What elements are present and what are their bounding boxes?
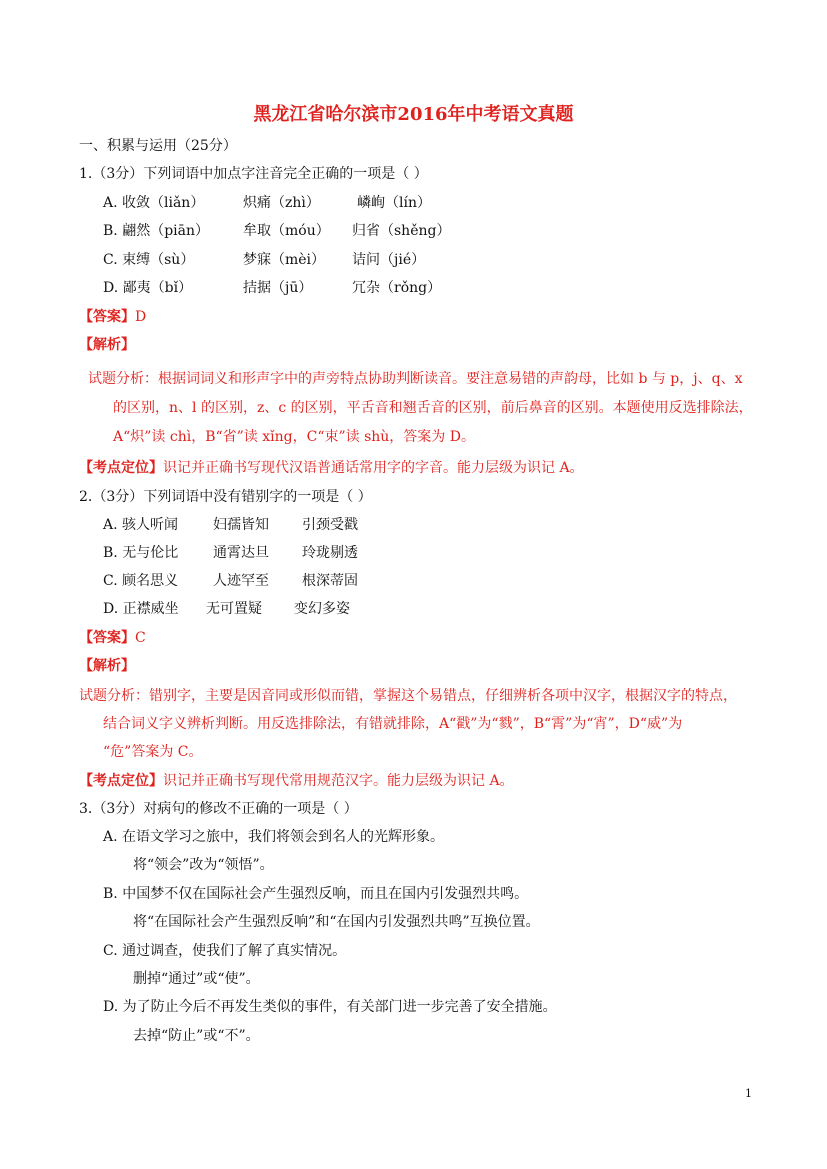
q1-option-b-2: 牟取（móu） bbox=[243, 223, 330, 239]
q3-option-c: C. 通过调查，使我们了解了真实情况。 bbox=[103, 943, 347, 959]
q3-stem: 3.（3分）对病句的修改不正确的一项是（ ） bbox=[79, 801, 358, 817]
q2-option-c-2: 人迹罕至 bbox=[213, 573, 269, 589]
q2-answer-value: C bbox=[135, 630, 146, 646]
q1-option-c-2: 梦寐（mèi） bbox=[243, 252, 326, 268]
q2-analysis-line-1: 试题分析：错别字，主要是因音同或形似而错，掌握这个易错点，仔细辨析各项中汉字，根据汉字的特点， bbox=[79, 688, 737, 704]
q2-kaodian bbox=[79, 771, 514, 791]
q2-answer bbox=[79, 628, 146, 648]
q1-analysis-line-1: 试题分析：根据词词义和形声字中的声旁特点协助判断读音。要注意易错的声韵母，比如 b 与 p，j、q、x bbox=[88, 371, 743, 387]
q1-analysis-line-2: 的区别，n、l 的区别，z、c 的区别，平舌音和翘舌音的区别，前后鼻音的区别。本题使用反选排除法， bbox=[113, 400, 753, 416]
q3-option-a-fix: 将“领会”改为“领悟”。 bbox=[133, 857, 274, 873]
q1-answer-value: D bbox=[135, 309, 147, 325]
q2-answer-tag: 【答案】 bbox=[79, 630, 135, 646]
q2-jiexi-tag: 【解析】 bbox=[79, 658, 135, 674]
q3-option-b: B. 中国梦不仅在国际社会产生强烈反响，而且在国内引发强烈共鸣。 bbox=[103, 886, 529, 902]
q1-kaodian bbox=[79, 458, 584, 478]
q2-option-d-3: 变幻多姿 bbox=[294, 601, 350, 617]
q2-kaodian-text: 识记并正确书写现代常用规范汉字。能力层级为识记 A。 bbox=[163, 773, 514, 789]
doc-title: 黑龙江省哈尔滨市2016年中考语文真题 bbox=[253, 104, 574, 125]
q3-option-c-fix: 删掉“通过”或“使”。 bbox=[133, 971, 260, 987]
q1-stem: 1.（3分）下列词语中加点字注音完全正确的一项是（ ） bbox=[79, 166, 428, 182]
q1-analysis-line-3: A“炽”读 chì，B“省”读 xǐng，C“束”读 shù，答案为 D。 bbox=[113, 429, 475, 445]
q2-option-d-1: D. 正襟威坐 bbox=[103, 601, 179, 617]
page-number: 1 bbox=[745, 1087, 752, 1100]
q1-option-b-1: B. 翩然（piān） bbox=[103, 223, 209, 239]
q3-option-d-fix: 去掉“防止”或“不”。 bbox=[133, 1028, 260, 1044]
q1-kaodian-tag: 【考点定位】 bbox=[79, 460, 163, 476]
q1-jiexi-tag: 【解析】 bbox=[79, 337, 135, 353]
q1-kaodian-text: 识记并正确书写现代汉语普通话常用字的字音。能力层级为识记 A。 bbox=[163, 460, 584, 476]
q2-option-a-1: A. 骇人听闻 bbox=[103, 517, 179, 533]
q2-stem: 2.（3分）下列词语中没有错别字的一项是（ ） bbox=[79, 489, 372, 505]
q3-option-d: D. 为了防止今后不再发生类似的事件，有关部门进一步完善了安全措施。 bbox=[103, 999, 557, 1015]
q1-option-d-2: 拮据（jū） bbox=[243, 280, 313, 296]
q1-option-b-3: 归省（shěng） bbox=[352, 223, 451, 239]
q1-option-d-3: 冗杂（rǒng） bbox=[352, 280, 442, 296]
q1-option-a-3: 嶙峋（lín） bbox=[357, 195, 431, 211]
q1-option-c-3: 诘问（jié） bbox=[352, 252, 426, 268]
q1-option-a-1: A. 收敛（liǎn） bbox=[103, 195, 205, 211]
q1-answer-tag: 【答案】 bbox=[79, 309, 135, 325]
q2-option-c-1: C. 顾名思义 bbox=[103, 573, 179, 589]
q2-option-d-2: 无可置疑 bbox=[206, 601, 262, 617]
q2-option-a-2: 妇孺皆知 bbox=[213, 517, 269, 533]
q1-option-d-1: D. 鄙夷（bǐ） bbox=[103, 280, 193, 296]
q2-option-a-3: 引颈受戳 bbox=[302, 517, 358, 533]
q1-option-c-1: C. 束缚（sù） bbox=[103, 252, 195, 268]
q2-kaodian-tag: 【考点定位】 bbox=[79, 773, 163, 789]
section-heading: 一、积累与运用（25分） bbox=[79, 138, 237, 154]
q2-analysis-line-2: 结合词义字义辨析判断。用反选排除法，有错就排除，A“戳”为“戮”，B“霄”为“宵”，D“威”为 bbox=[103, 716, 683, 732]
q3-option-b-fix: 将“在国际社会产生强烈反响”和“在国内引发强烈共鸣”互换位置。 bbox=[133, 914, 540, 930]
q1-answer bbox=[79, 307, 146, 327]
q2-option-c-3: 根深蒂固 bbox=[302, 573, 358, 589]
q1-option-a-2: 炽痛（zhì） bbox=[243, 195, 320, 211]
q2-option-b-1: B. 无与伦比 bbox=[103, 545, 179, 561]
q2-option-b-2: 通霄达旦 bbox=[213, 545, 269, 561]
q3-option-a: A. 在语文学习之旅中，我们将领会到名人的光辉形象。 bbox=[103, 829, 445, 845]
q2-analysis-line-3: “危”答案为 C。 bbox=[103, 744, 203, 760]
q2-option-b-3: 玲珑剔透 bbox=[302, 545, 358, 561]
